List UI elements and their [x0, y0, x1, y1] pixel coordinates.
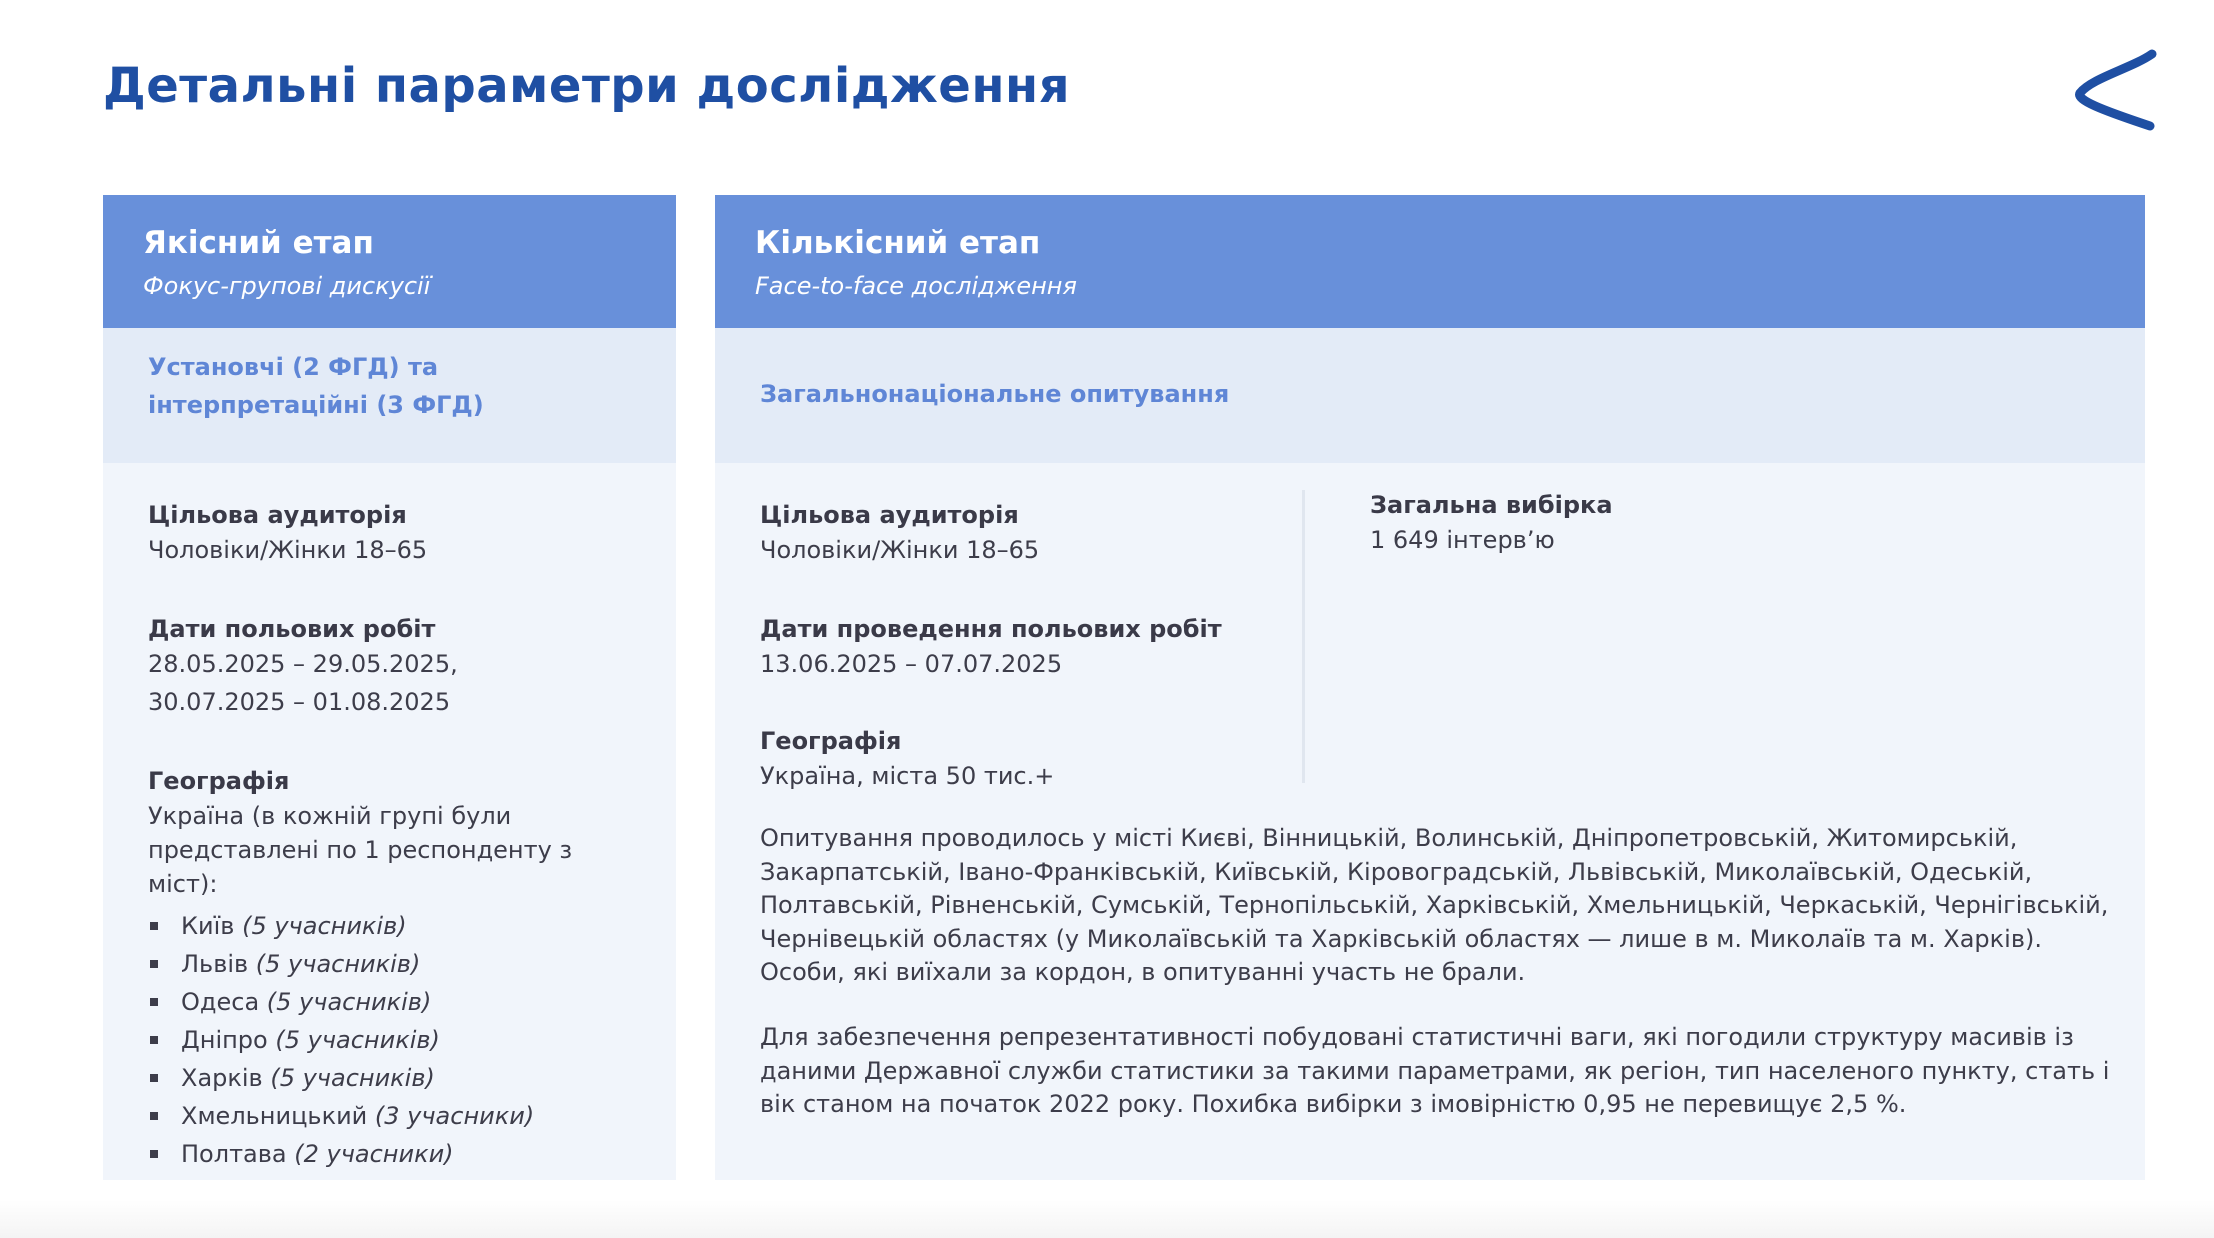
- bullet-icon: [150, 1036, 158, 1044]
- bullet-icon: [150, 1150, 158, 1158]
- quantitative-band: [715, 328, 2145, 463]
- audience-label: Цільова аудиторія: [148, 501, 407, 529]
- city-name: Дніпро: [181, 1026, 268, 1054]
- qualitative-card: [103, 195, 676, 1180]
- qualitative-band: [103, 328, 676, 463]
- quantitative-geography: [760, 723, 1054, 793]
- bullet-icon: [150, 998, 158, 1006]
- weighting-paragraph: Для забезпечення репрезентативності побудовані статистичні ваги, які погодили структуру масивів із даними Державної служби статистики за такими параметрами, як регіон, тип населеного пункту, стать і вік станом на початок 2022 року. Похибка вибірки з імовірністю 0,95 не перевищує 2,5 %.: [760, 1023, 2110, 1118]
- dates-line-2: 30.07.2025 – 01.08.2025: [148, 688, 451, 716]
- dates-value: 13.06.2025 – 07.07.2025: [760, 650, 1063, 678]
- city-list: [148, 907, 648, 1173]
- dates-label: Дати проведення польових робіт: [760, 615, 1222, 643]
- quantitative-header-title: Кількісний етап: [755, 225, 1041, 261]
- qualitative-header: [103, 195, 676, 328]
- coverage-paragraph: Опитування проводилось у місті Києві, Вінницькій, Волинській, Дніпропетровській, Житомирській, Закарпатській, Івано-Франківській, Київській, Кіровоградській, Львівській, Миколаївській, Одеській, Полтавській, Рівненській, Сумській, Тернопільській, Харківській, Хмельницькій, Черкаській, Чернігівській, Чернівецькій областях (у Миколаївській та Харківській областях — лише в м. Миколаїв та м. Харків). Особи, які виїхали за кордон, в опитуванні участь не брали.: [760, 824, 2109, 986]
- dates-line-1: 28.05.2025 – 29.05.2025,: [148, 650, 458, 678]
- page-title: Детальні параметри дослідження: [103, 58, 1071, 114]
- city-participants: (3 учасники): [374, 1102, 535, 1130]
- bottom-shadow: [0, 1200, 2214, 1238]
- sample-value: 1 649 інтерв’ю: [1370, 526, 1555, 554]
- city-participants: (2 учасники): [294, 1140, 454, 1168]
- geography-label: Географія: [760, 727, 902, 755]
- city-participants: (5 учасників): [275, 1026, 440, 1054]
- bullet-icon: [150, 1074, 158, 1082]
- qualitative-header-subtitle: Фокус-групові дискусії: [143, 272, 431, 300]
- geography-text: Україна (в кожній групі були представлені по 1 респонденту з міст):: [148, 802, 573, 898]
- sample-label: Загальна вибірка: [1370, 491, 1613, 519]
- audience-value: Чоловіки/Жінки 18–65: [760, 536, 1040, 564]
- geography-value: Україна, міста 50 тис.+: [760, 762, 1055, 790]
- column-divider: [1302, 490, 1305, 783]
- city-name: Одеса: [181, 988, 260, 1016]
- city-name: Київ: [181, 912, 235, 940]
- list-item: [148, 1059, 648, 1097]
- qualitative-geography: [148, 763, 648, 1173]
- audience-label: Цільова аудиторія: [760, 501, 1019, 529]
- bullet-icon: [150, 922, 158, 930]
- quantitative-dates: [760, 611, 1222, 681]
- quantitative-band-title: Загальнонаціональне опитування: [760, 380, 1230, 408]
- list-item: [148, 1135, 648, 1173]
- city-name: Полтава: [181, 1140, 287, 1168]
- geography-label: Географія: [148, 767, 290, 795]
- list-item: [148, 907, 648, 945]
- city-participants: (5 учасників): [242, 912, 407, 940]
- quantitative-header-subtitle: Face-to-face дослідження: [755, 272, 1077, 300]
- city-name: Харків: [181, 1064, 263, 1092]
- bullet-icon: [150, 1112, 158, 1120]
- list-item: [148, 1097, 648, 1135]
- qualitative-header-title: Якісний етап: [143, 225, 374, 261]
- quantitative-header: [715, 195, 2145, 328]
- quantitative-sample: [1370, 487, 1613, 557]
- qualitative-band-title: Установчі (2 ФГД) та інтерпретаційні (3 ФГД): [148, 353, 484, 419]
- city-participants: (5 учасників): [266, 988, 432, 1016]
- city-name: Львів: [181, 950, 249, 978]
- quantitative-audience: [760, 497, 1039, 567]
- bullet-icon: [150, 960, 158, 968]
- brand-logo-icon: [2072, 48, 2158, 138]
- qualitative-audience: [148, 497, 427, 567]
- list-item: [148, 983, 648, 1021]
- dates-label: Дати польових робіт: [148, 615, 436, 643]
- city-participants: (5 учасників): [255, 950, 421, 978]
- audience-value: Чоловіки/Жінки 18–65: [148, 536, 428, 564]
- list-item: [148, 1021, 648, 1059]
- city-participants: (5 учасників): [270, 1064, 435, 1092]
- qualitative-dates: [148, 611, 458, 719]
- list-item: [148, 945, 648, 983]
- city-name: Хмельницький: [181, 1102, 368, 1130]
